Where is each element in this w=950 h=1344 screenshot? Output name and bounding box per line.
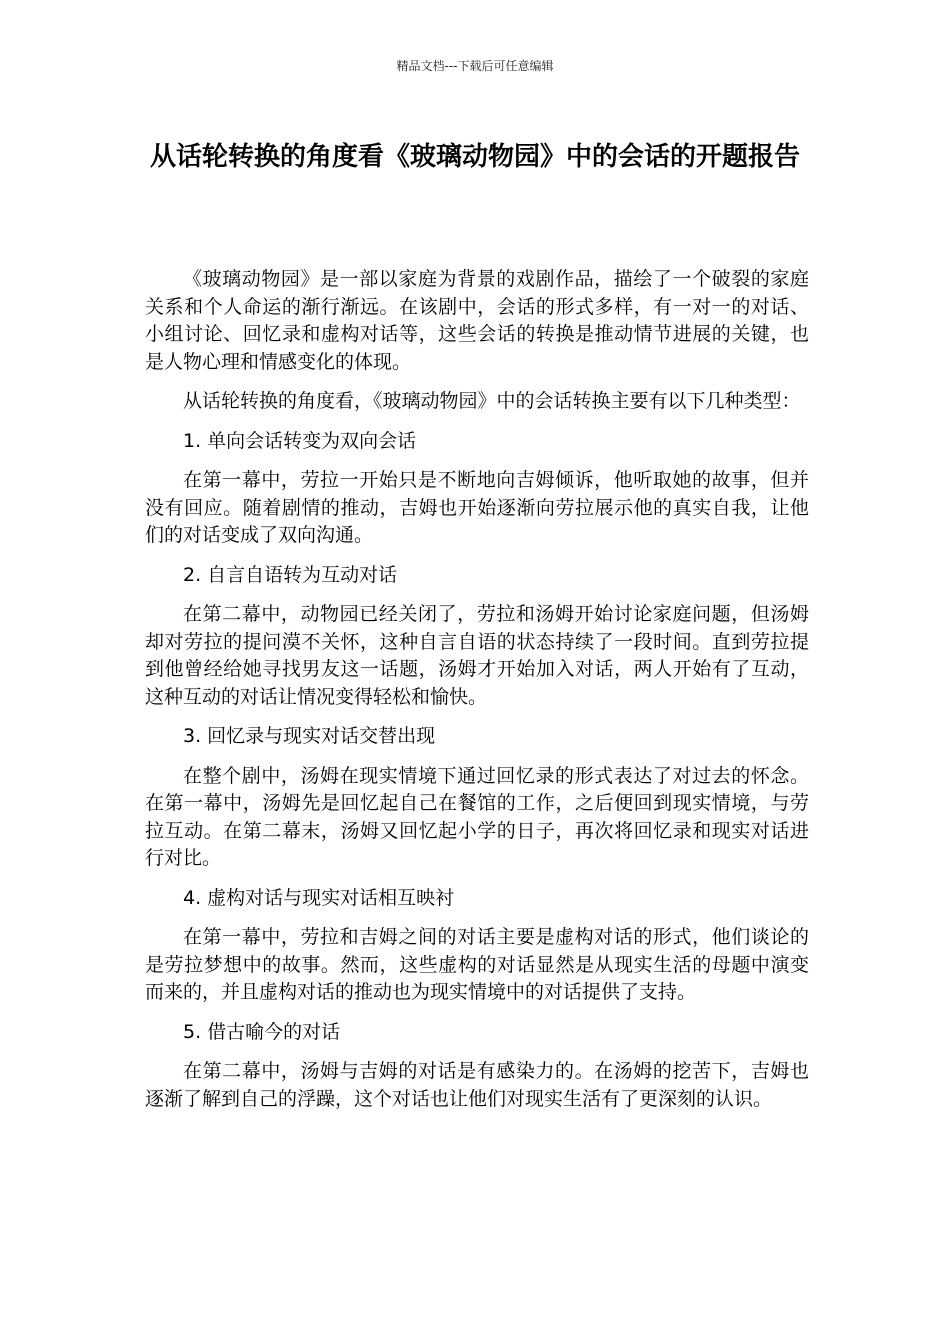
section-heading-4: 4. 虚构对话与现实对话相互映衬 [183, 886, 455, 909]
section-heading-2: 2. 自言自语转为互动对话 [183, 563, 398, 586]
overview-paragraph: 从话轮转换的角度看，《玻璃动物园》中的会话转换主要有以下几种类型： [183, 390, 801, 412]
section-body-3: 在整个剧中，汤姆在现实情境下通过回忆录的形式表达了对过去的怀念。在第一幕中，汤姆先是回忆起自己在餐馆的工作，之后便回到现实情境，与劳拉互动。在第二幕末，汤姆又回忆起小学的日子，再次将回忆录和现实对话进行对比。 [145, 764, 809, 869]
section-body-5: 在第二幕中，汤姆与吉姆的对话是有感染力的。在汤姆的挖苦下，吉姆也逐渐了解到自己的浮躁，这个对话也让他们对现实生活有了更深刻的认识。 [145, 1060, 809, 1110]
section-heading-5: 5. 借古喻今的对话 [183, 1020, 341, 1043]
intro-paragraph: 《玻璃动物园》是一部以家庭为背景的戏剧作品，描绘了一个破裂的家庭关系和个人命运的渐行渐远。在该剧中，会话的形式多样，有一对一的对话、小组讨论、回忆录和虚构对话等，这些会话的转换是推动情节进展的关键，也是人物心理和情感变化的体现。 [145, 268, 809, 373]
document-title: 从话轮转换的角度看《玻璃动物园》中的会话的开题报告 [149, 142, 800, 172]
section-heading-3: 3. 回忆录与现实对话交替出现 [183, 725, 436, 747]
header-note: 精品文档---下载后可任意编辑 [396, 59, 554, 73]
section-body-2: 在第二幕中，动物园已经关闭了，劳拉和汤姆开始讨论家庭问题，但汤姆却对劳拉的提问漠不关怀，这种自言自语的状态持续了一段时间。直到劳拉提到他曾经给她寻找男友这一话题，汤姆才开始加入对话，两人开始有了互动，这种互动的对话让情况变得轻松和愉快。 [145, 603, 809, 708]
section-body-1: 在第一幕中，劳拉一开始只是不断地向吉姆倾诉，他听取她的故事，但并没有回应。随着剧情的推动，吉姆也开始逐渐向劳拉展示他的真实自我，让他们的对话变成了双向沟通。 [145, 469, 809, 546]
section-body-4: 在第一幕中，劳拉和吉姆之间的对话主要是虚构对话的形式，他们谈论的是劳拉梦想中的故事。然而，这些虚构的对话显然是从现实生活的母题中演变而来的，并且虚构对话的推动也为现实情境中的对话提供了支持。 [145, 926, 809, 1003]
section-heading-1: 1. 单向会话转变为双向会话 [183, 429, 417, 452]
document-body [145, 266, 809, 1125]
